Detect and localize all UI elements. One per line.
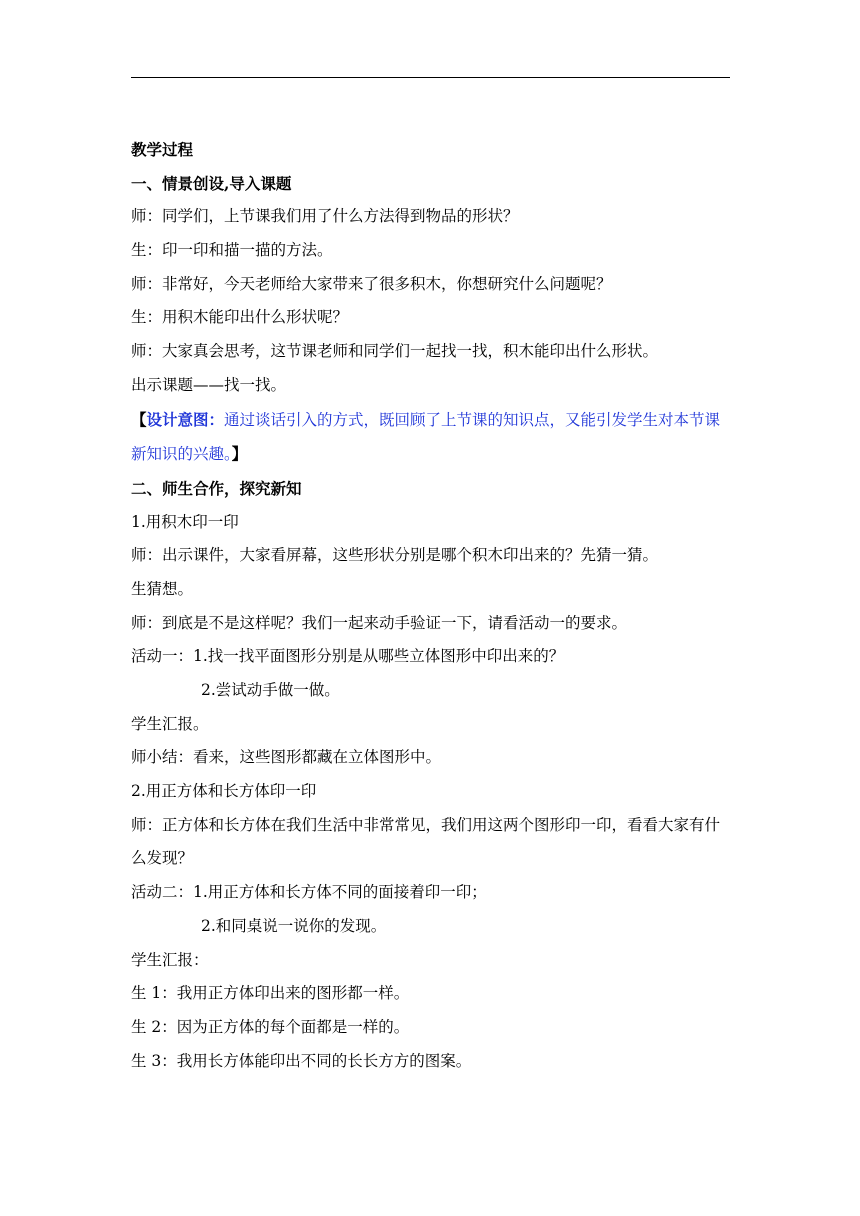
heading-teaching-process: 教学过程 [131, 140, 194, 159]
paragraph-line: 师小结：看来，这些图形都藏在立体图形中。 [131, 748, 442, 767]
design-intent-text: 通过谈话引入的方式，既回顾了上节课的知识点，又能引发学生对本节课新知识的兴趣。 [131, 410, 721, 464]
paragraph-line: 生：印一印和描一描的方法。 [131, 241, 333, 260]
paragraph-line: 师：出示课件，大家看屏幕，这些形状分别是哪个积木印出来的？先猜一猜。 [131, 546, 659, 565]
paragraph-line: 生 1：我用正方体印出来的图形都一样。 [131, 984, 410, 1003]
activity-2-item-1: 活动二：1.用正方体和长方体不同的面接着印一印； [131, 883, 487, 902]
activity-1-item-1: 活动一：1.找一找平面图形分别是从哪些立体图形中印出来的？ [131, 647, 565, 666]
paragraph-line: 师：到底是不是这样呢？我们一起来动手验证一下，请看活动一的要求。 [131, 613, 628, 632]
design-intent-label: 设计意图： [146, 409, 225, 429]
section-2-title: 二、师生合作，探究新知 [131, 478, 302, 498]
paragraph-line: 师：非常好，今天老师给大家带来了很多积木，你想研究什么问题呢？ [131, 274, 612, 293]
paragraph-line: 学生汇报： [131, 950, 209, 969]
header-rule [131, 77, 730, 78]
paragraph-line: 师：大家真会思考，这节课老师和同学们一起找一找，积木能印出什么形状。 [131, 342, 659, 361]
paragraph-line: 生猜想。 [131, 579, 194, 598]
paragraph-line: 1.用积木印一印 [131, 512, 239, 531]
design-open-bracket: 【 [131, 409, 147, 429]
paragraph-line: 生：用积木能印出什么形状呢？ [131, 308, 349, 327]
activity-1-item-2: 2.尝试动手做一做。 [201, 681, 340, 700]
design-close-bracket: 】 [231, 444, 248, 464]
paragraph-line: 师：同学们，上节课我们用了什么方法得到物品的形状？ [131, 207, 519, 226]
paragraph-line: 生 2：因为正方体的每个面都是一样的。 [131, 1017, 410, 1036]
teacher-long-paragraph: 师：正方体和长方体在我们生活中非常常见，我们用这两个图形印一印，看看大家有什么发现？ [131, 815, 721, 868]
paragraph-line: 学生汇报。 [131, 714, 209, 733]
paragraph-line: 2.用正方体和长方体印一印 [131, 782, 317, 801]
paragraph-line: 生 3：我用长方体能印出不同的长长方方的图案。 [131, 1051, 472, 1070]
paragraph-line: 出示课题——找一找。 [131, 375, 287, 394]
activity-2-item-2: 2.和同桌说一说你的发现。 [201, 916, 387, 935]
section-1-title: 一、情景创设,导入课题 [131, 173, 292, 193]
document-body [131, 133, 731, 1078]
design-intent-note [131, 403, 731, 472]
